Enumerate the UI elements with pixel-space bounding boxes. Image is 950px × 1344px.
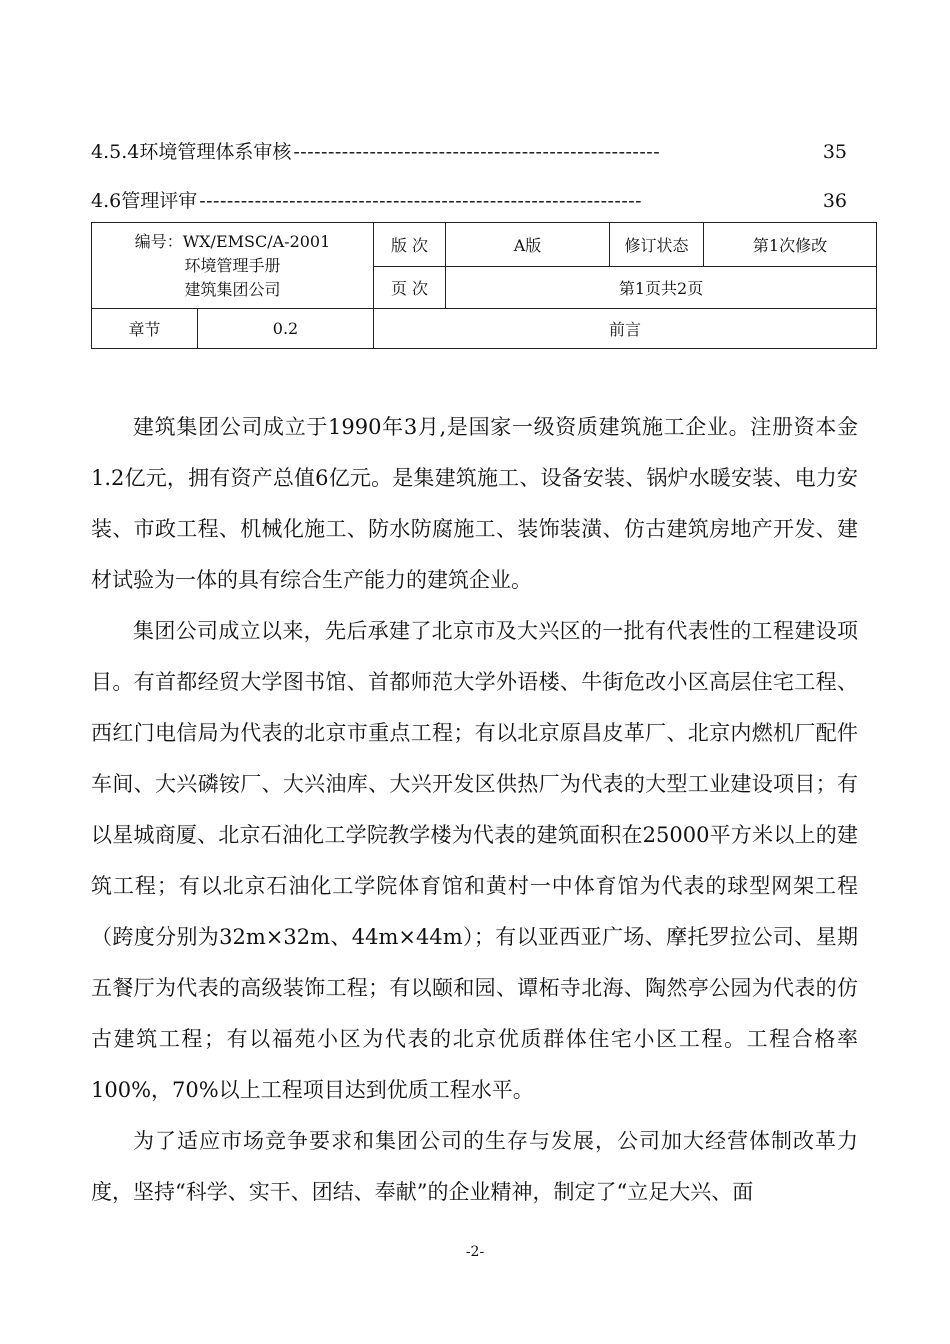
paragraph: 建筑集团公司成立于1990年3月,是国家一级资质建筑施工企业。注册资本金1.2亿元，拥有资产总值6亿元。是集建筑施工、设备安装、锅炉水暖安装、电力安装、市政工程、机械化施工、防水防腐施工、装饰装潢、仿古建筑房地产开发、建材试验为一体的具有综合生产能力的建筑企业。 — [91, 415, 858, 592]
chapter-value: 0.2 — [198, 309, 374, 349]
page-number: -2- — [465, 1244, 485, 1260]
paragraph: 集团公司成立以来，先后承建了北京市及大兴区的一批有代表性的工程建设项目。有首都经贸大学图书馆、首都师范大学外语楼、牛街危改小区高层住宅工程、西红门电信局为代表的北京市重点工程；有以北京原昌皮革厂、北京内燃机厂配件车间、大兴磷铵厂、大兴油库、大兴开发区供热厂为代表的大型工业建设项目；有以星城商厦、北京石油化工学院教学楼为代表的建筑面积在25000平方米以上的建筑工程；有以北京石油化工学院体育馆和黄村一中体育馆为代表的球型网架工程（跨度分别为32m×32m、44m×44m）；有以亚西亚广场、摩托罗拉公司、星期五餐厅为代表的高级装饰工程；有以颐和园、谭柘寺北海、陶然亭公园为代表的仿古建筑工程；有以福苑小区为代表的北京优质群体住宅小区工程。工程合格率100%，70%以上工程项目达到优质工程水平。 — [91, 619, 858, 1102]
document-number: 编号：WX/EMSC/A-2001 — [134, 231, 331, 251]
toc-entry-page: 35 — [822, 141, 847, 163]
edition-value: A版 — [446, 223, 610, 267]
toc-entry-title: 4.6管理评审 — [91, 190, 198, 212]
paragraph: 为了适应市场竞争要求和集团公司的生存与发展，公司加大经营体制改革力度，坚持“科学、实干、团结、奉献”的企业精神，制定了“立足大兴、面 — [91, 1129, 858, 1204]
document-body — [91, 402, 858, 1218]
toc-entry[interactable] — [91, 137, 847, 167]
company-name: 建筑集团公司 — [184, 279, 281, 299]
toc-leader: ---------------------------------------------------------------- — [199, 190, 643, 212]
section-title: 前言 — [374, 309, 877, 349]
document-title: 环境管理手册 — [184, 255, 281, 275]
document-meta-cell — [92, 223, 374, 309]
toc-entry-title: 4.5.4环境管理体系审核 — [91, 141, 292, 163]
edition-label: 版 次 — [374, 223, 446, 267]
toc-leader: ----------------------------------------------------- — [293, 141, 661, 163]
revision-label: 修订状态 — [610, 223, 704, 267]
toc-entry[interactable] — [91, 186, 847, 216]
document-header-table — [91, 222, 877, 349]
page-value: 第1页共2页 — [446, 267, 877, 309]
chapter-label: 章节 — [92, 309, 198, 349]
page-label: 页 次 — [374, 267, 446, 309]
revision-value: 第1次修改 — [704, 223, 877, 267]
toc-entry-page: 36 — [822, 190, 847, 212]
